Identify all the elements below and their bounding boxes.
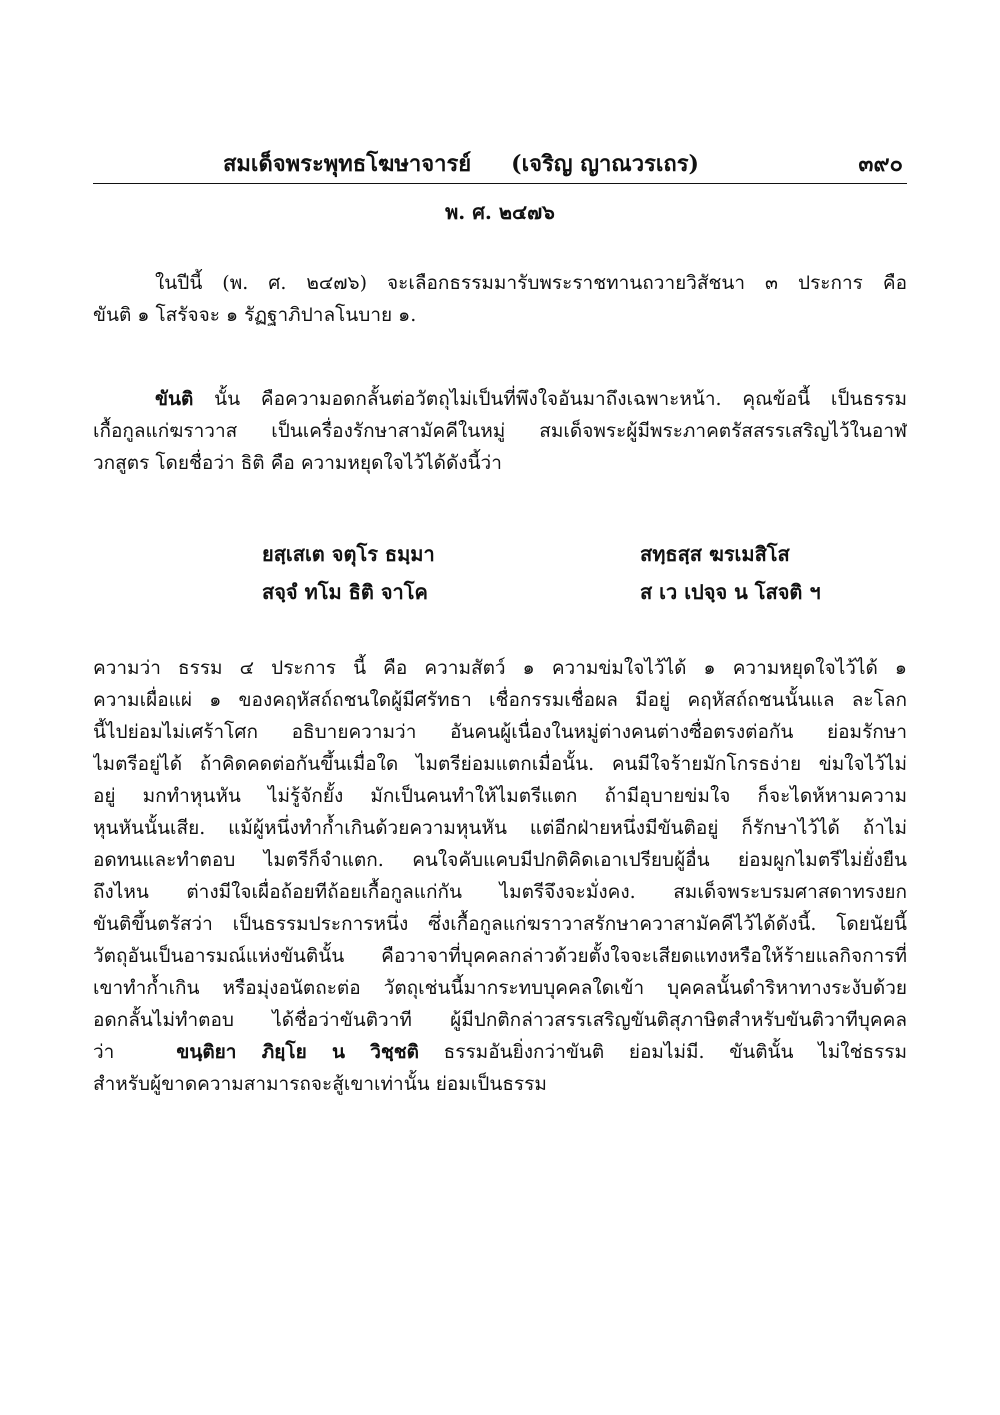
explanation-paragraph [93,652,907,1100]
explanation-line: ถึงไหน ต่างมีใจเผื่อถ้อยทีถ้อยเกื้อกูลแก่กัน ไมตรีจึงจะมั่งคง. สมเด็จพระบรมศาสดาทรงยก [93,881,907,903]
explanation-line: เขาทำก้ำเกิน หรือมุ่งอนัตถะต่อ วัตถุเช่นนี้มากระทบบุคคลใดเข้า บุคคลนั้นดำริหาทางระงับด้วย [93,977,907,999]
header-title: สมเด็จพระพุทธโฆษาจารย์ [223,151,472,177]
explanation-line: อยู่ มกทำหุนหัน ไม่รู้จักยั้ง มักเป็นคนทำให้ไมตรีแตก ถ้ามีอุบายข่มใจ ก็จะไดห้หามความ [93,785,907,807]
explanation-line: หุนหันนั้นเสีย. แม้ผู้หนึ่งทำก้ำเกินด้วยความหุนหัน แต่อีกฝ่ายหนึ่งมีขันติอยู่ ก็รักษาไว้ได้ ถ้าไม่ [93,817,907,839]
header-subtitle: (เจริญ ญาณวรเถร) [511,151,699,177]
intro-line-2: ขันติ ๑ โสรัจจะ ๑ รัฏฐาภิปาลโนบาย ๑. [93,304,417,326]
verse-line-rest: ธรรมอันยิ่งกว่าขันติ ย่อมไม่มี. ขันตินั้น ไม่ใช่ธรรม [419,1041,907,1063]
header-divider [93,183,907,184]
verse-row-2-right: ส เว เปจฺจ น โสจติ ฯ [640,580,821,604]
khanti-line-1 [93,383,907,415]
verse-line-pali: ขนฺติยา ภิยฺโย น วิชฺชติ [176,1041,419,1063]
explanation-line: ไมตรีอยู่ได้ ถ้าคิดคดต่อกันขึ้นเมื่อใด ไมตรีย่อมแตกเมื่อนั้น. คนมีใจร้ายมักโกรธง่าย ข่มใจไว้ไม่ [93,753,907,775]
verse-row-1-right: สทฺธสฺส ฆรเมสิโส [640,542,790,566]
explanation-line: วัตถุอันเป็นอารมณ์แห่งขันตินั้น คือวาจาที่บุคคลกล่าวด้วยตั้งใจจะเสียดแทงหรือให้ร้ายแลกิจการที่ [93,945,907,967]
explanation-line: ความเผื่อแผ่ ๑ ของคฤหัสถ์ถชนใดผู้มีศรัทธา เชื่อกรรมเชื่อผล มีอยู่ คฤหัสถ์ถชนนั้นแล ละโลก [93,689,907,711]
intro-line-1: ในปีนี้ (พ. ศ. ๒๔๗๖) จะเลือกธรรมมารับพระราชทานถวายวิสัชนา ๓ ประการ คือ [155,272,907,294]
explanation-line: อดกลั้นไม่ทำตอบ ได้ชื่อว่าขันติวาที ผู้มีปกติกล่าวสรรเสริญขันติสุภาษิตสำหรับขันติวาทีบุคคล [93,1009,907,1031]
page-header [93,142,907,186]
page-number: ๓๙๐ [858,151,903,177]
explanation-line: นี้ไปย่อมไม่เศร้าโศก อธิบายความว่า อันคนผู้เนื่องในหมู่ต่างคนต่างซื่อตรงต่อกัน ย่อมรักษา [93,721,907,743]
explanation-line: อดทนและทำตอบ ไมตรีก็จำแตก. คนใจคับแคบมีปกติคิดเอาเปรียบผู้อื่น ย่อมผูกไมตรีไม่ยั่งยืน [93,849,907,871]
explanation-last-line: สำหรับผู้ขาดความสามารถจะสู้เขาเท่านั้น ย่อมเป็นธรรม [93,1073,547,1095]
verse-row-1-left: ยสฺเสเต จตุโร ธมฺมา [262,542,435,566]
verse-row-2-left: สจฺจํ ทโม ธิติ จาโค [262,580,428,604]
explanation-verse-line [93,1036,907,1068]
khanti-line-1-rest: นั้น คือความอดกลั้นต่อวัตถุไม่เป็นที่พึงใจอันมาถึงเฉพาะหน้า. คุณข้อนี้ เป็นธรรม [193,388,907,410]
year-heading: พ. ศ. ๒๔๗๖ [445,200,555,224]
header-title-line [223,146,699,181]
explanation-line: ความว่า ธรรม ๔ ประการ นี้ คือ ความสัตว์ ๑ ความข่มใจไว้ได้ ๑ ความหยุดใจไว้ได้ ๑ [93,657,907,679]
khanti-line-3: วกสูตร โดยชื่อว่า ธิติ คือ ความหยุดใจไว้ได้ดังนี้ว่า [93,452,502,474]
khanti-paragraph [93,383,907,479]
khanti-term: ขันติ [155,388,194,410]
explanation-line: ขันติขึ้นตรัสว่า เป็นธรรมประการหนึ่ง ซึ่งเกื้อกูลแก่ฆราวาสรักษาควาสามัคคีไว้ได้ดังนี้. โดยนัยนี้ [93,913,907,935]
intro-paragraph [93,267,907,331]
verse-line-prefix: ว่า [93,1041,115,1063]
khanti-line-2: เกื้อกูลแก่ฆราวาส เป็นเครื่องรักษาสามัคคีในหมู่ สมเด็จพระผู้มีพระภาคตรัสสรรเสริญไว้ในอาฬ [93,420,907,442]
